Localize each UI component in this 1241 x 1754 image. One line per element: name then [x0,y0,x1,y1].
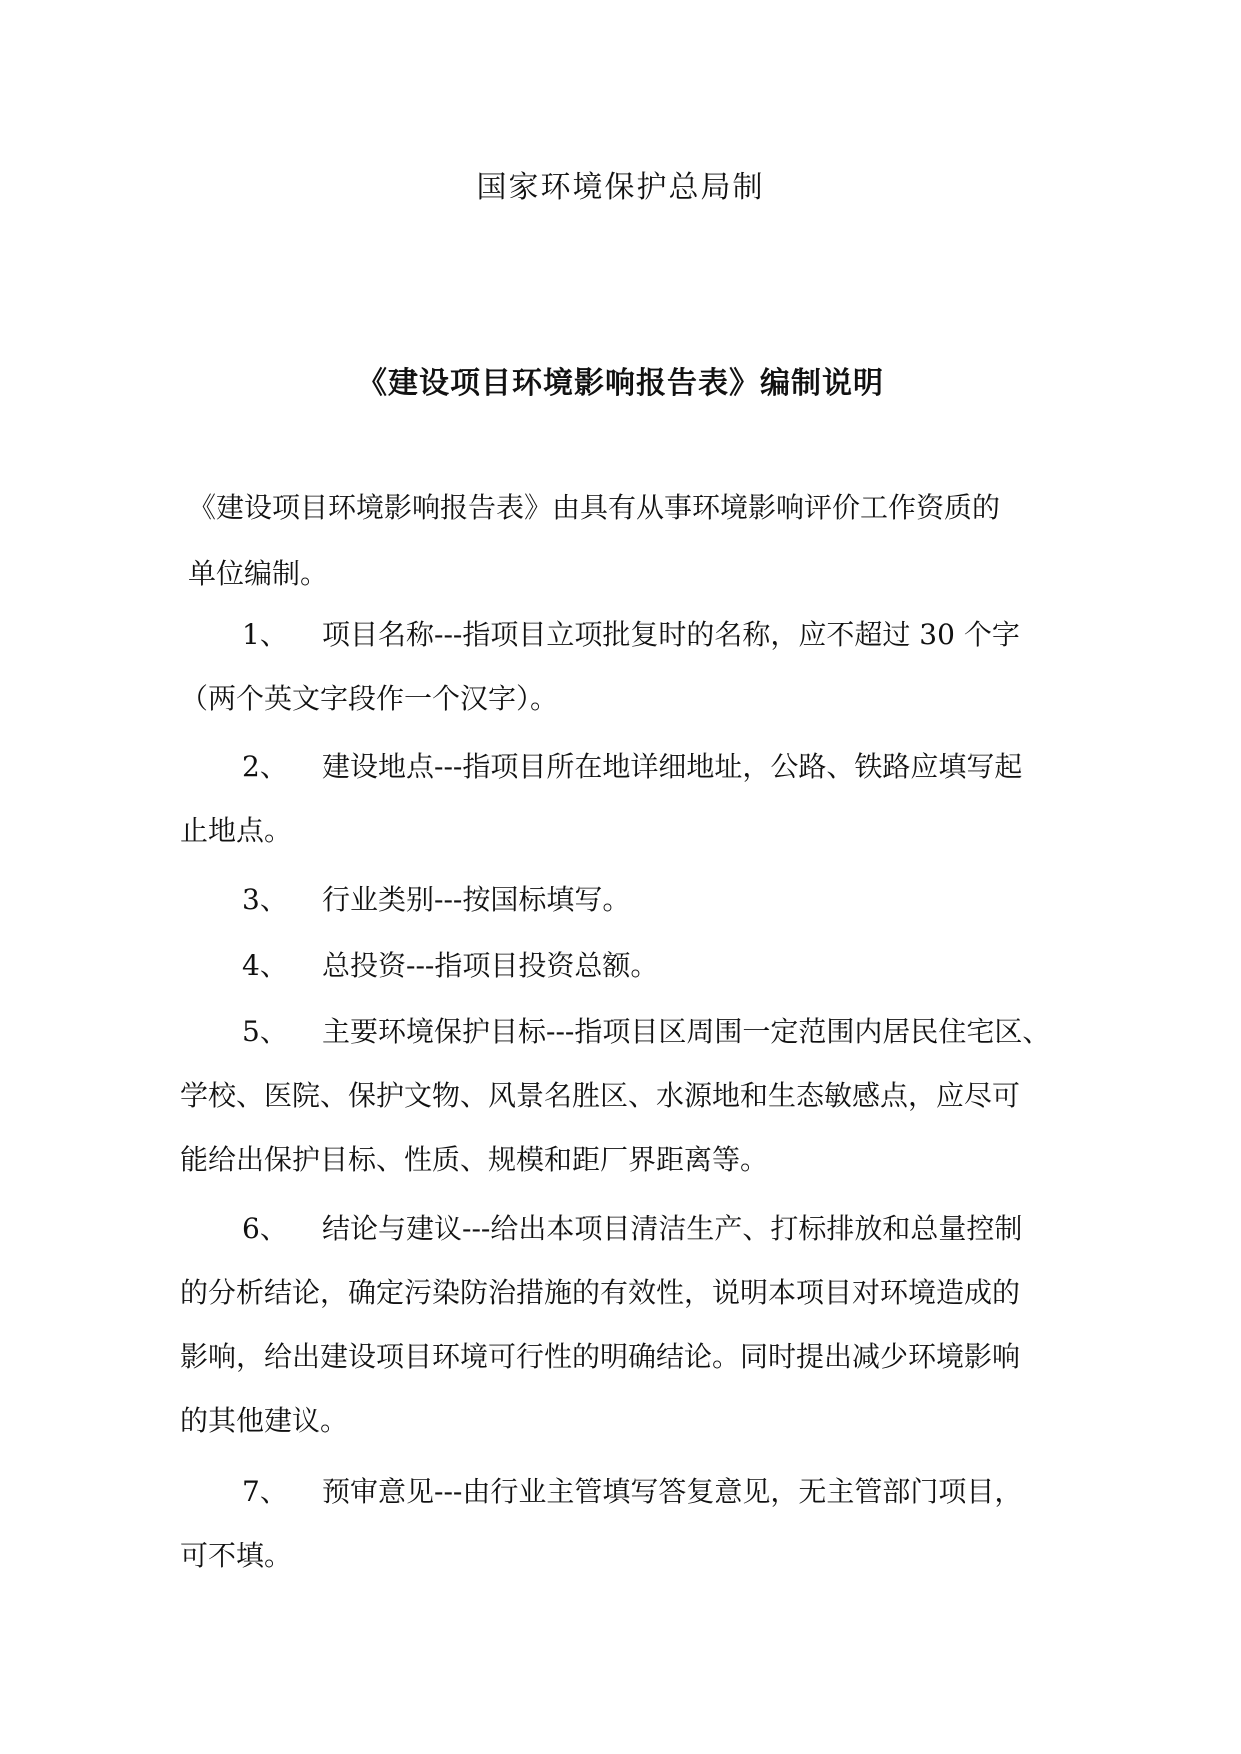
issuing-agency: 国家环境保护总局制 [476,170,765,205]
list-item-1 [180,603,1060,731]
item-text-line: 能给出保护目标、性质、规模和距厂界距离等。 [180,1143,769,1176]
item-text-line: 影响，给出建设项目环境可行性的明确结论。同时提出减少环境影响 [180,1340,1021,1373]
list-item-6 [180,1197,1060,1453]
item-text-line: 建设地点---指项目所在地详细地址，公路、铁路应填写起 [322,750,1023,783]
list-item-7 [180,1460,1060,1588]
item-text-line: 的其他建议。 [180,1404,349,1437]
list-item-3 [180,868,1060,932]
item-number: 5、 [242,1015,288,1048]
item-text-line: （两个英文字段作一个汉字）。 [180,682,559,715]
item-number: 4、 [242,949,288,982]
item-text-line: 结论与建议---给出本项目清洁生产、打标排放和总量控制 [322,1212,1023,1245]
list-item-4 [180,934,1060,998]
item-number: 7、 [242,1475,288,1508]
item-text-line: 的分析结论，确定污染防治措施的有效性，说明本项目对环境造成的 [180,1276,1021,1309]
document-heading: 《建设项目环境影响报告表》编制说明 [357,366,884,401]
item-text-line: 行业类别---按国标填写。 [322,883,631,916]
item-text-line: 可不填。 [180,1539,293,1572]
intro-line-1: 《建设项目环境影响报告表》由具有从事环境影响评价工作资质的 [188,491,1001,524]
item-number: 1、 [242,618,288,651]
list-item-2 [180,735,1060,863]
item-text-line: 学校、医院、保护文物、风景名胜区、水源地和生态敏感点，应尽可 [180,1079,1021,1112]
intro-line-2: 单位编制。 [188,557,329,590]
item-number: 2、 [242,750,288,783]
item-number: 6、 [242,1212,288,1245]
item-text-line: 预审意见---由行业主管填写答复意见，无主管部门项目， [322,1475,1023,1508]
item-text-line: 止地点。 [180,814,293,847]
item-text-line: 项目名称---指项目立项批复时的名称，应不超过 30 个字 [322,618,1020,651]
list-item-5 [180,1000,1060,1192]
item-text-line: 总投资---指项目投资总额。 [322,949,659,982]
item-text-line: 主要环境保护目标---指项目区周围一定范围内居民住宅区、 [322,1015,1051,1048]
item-number: 3、 [242,883,288,916]
